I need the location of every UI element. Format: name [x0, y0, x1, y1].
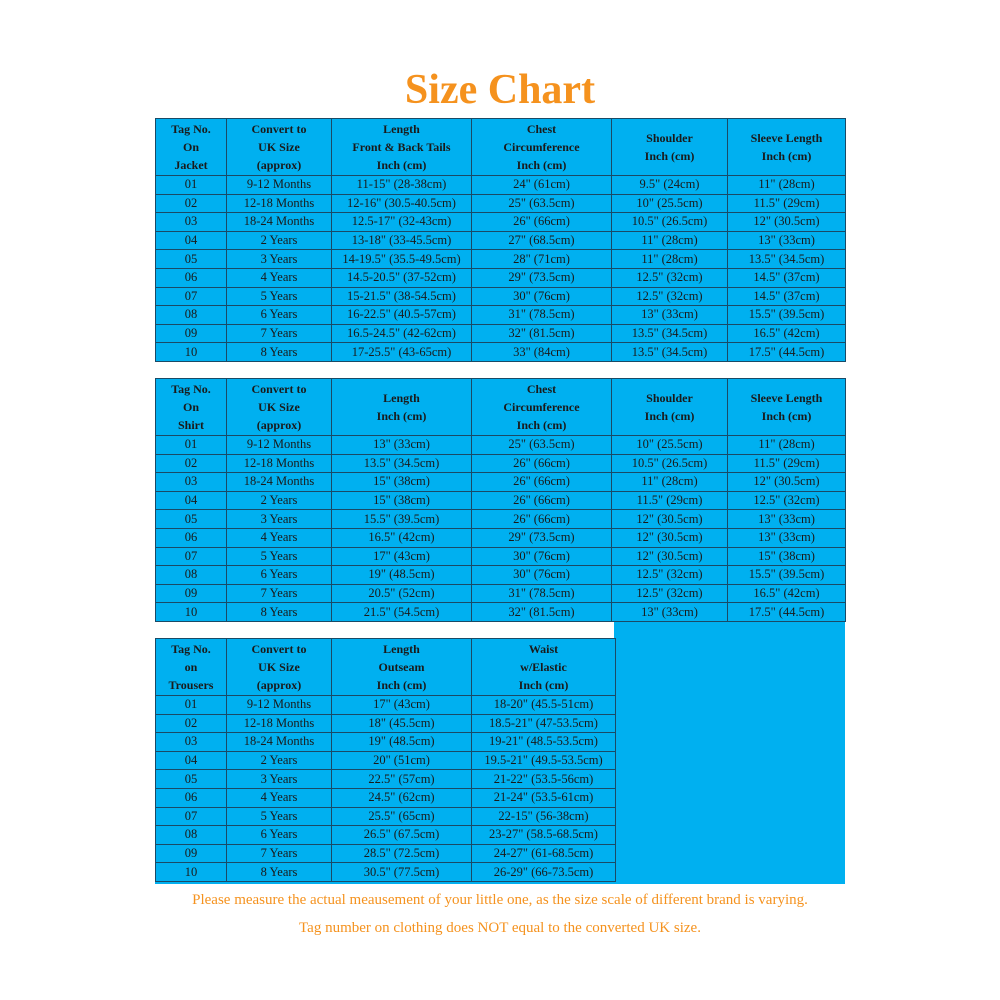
table-cell: 28.5" (72.5cm)	[332, 844, 472, 863]
table-cell: 6 Years	[227, 826, 332, 845]
table-cell: 28" (71cm)	[472, 250, 612, 269]
table-cell: 09	[156, 584, 227, 603]
table-cell: 07	[156, 287, 227, 306]
table-cell: 16.5-24.5" (42-62cm)	[332, 324, 472, 343]
table-cell: 19-21" (48.5-53.5cm)	[472, 733, 616, 752]
table-cell: 20" (51cm)	[332, 751, 472, 770]
table-cell: 05	[156, 250, 227, 269]
table-cell: 18-20" (45.5-51cm)	[472, 696, 616, 715]
table-row	[156, 306, 846, 325]
column-header-line: Length	[383, 122, 420, 136]
page-title: Size Chart	[404, 67, 596, 113]
column-header	[156, 119, 227, 176]
column-header	[472, 119, 612, 176]
table-cell: 14-19.5" (35.5-49.5cm)	[332, 250, 472, 269]
table-cell: 8 Years	[227, 343, 332, 362]
column-header	[227, 379, 332, 436]
column-header-line: Circumference	[503, 400, 580, 414]
column-header-line: Convert to	[251, 382, 307, 396]
table-row	[156, 436, 846, 455]
table-cell: 29" (73.5cm)	[472, 268, 612, 287]
table-cell: 15.5" (39.5cm)	[728, 566, 846, 585]
table-cell: 25" (63.5cm)	[472, 194, 612, 213]
column-header-line: Convert to	[251, 642, 307, 656]
table-cell: 9-12 Months	[227, 176, 332, 195]
column-header-line: Shirt	[177, 418, 204, 432]
table-cell: 04	[156, 751, 227, 770]
table-cell: 07	[156, 547, 227, 566]
trousers-size-block	[155, 638, 615, 884]
table-cell: 04	[156, 231, 227, 250]
table-cell: 22.5" (57cm)	[332, 770, 472, 789]
table-row	[156, 788, 616, 807]
table-cell: 33" (84cm)	[472, 343, 612, 362]
table-row	[156, 287, 846, 306]
table-row	[156, 528, 846, 547]
table-cell: 14.5" (37cm)	[728, 287, 846, 306]
table-cell: 12-16" (30.5-40.5cm)	[332, 194, 472, 213]
table-cell: 7 Years	[227, 584, 332, 603]
table-cell: 9-12 Months	[227, 436, 332, 455]
table-row	[156, 473, 846, 492]
column-header	[227, 639, 332, 696]
table-cell: 24" (61cm)	[472, 176, 612, 195]
table-cell: 14.5-20.5" (37-52cm)	[332, 268, 472, 287]
column-header	[332, 379, 472, 436]
table-cell: 10	[156, 343, 227, 362]
column-header	[472, 639, 616, 696]
column-header-line: Inch (cm)	[644, 149, 695, 163]
table-cell: 08	[156, 566, 227, 585]
table-row	[156, 213, 846, 232]
table-cell: 11" (28cm)	[728, 436, 846, 455]
table-row	[156, 733, 616, 752]
table-row	[156, 454, 846, 473]
table-row	[156, 566, 846, 585]
table-row	[156, 863, 616, 882]
table-cell: 26" (66cm)	[472, 473, 612, 492]
column-header-line: On	[182, 140, 199, 154]
table-row	[156, 343, 846, 362]
table-cell: 21-22" (53.5-56cm)	[472, 770, 616, 789]
column-header-line: UK Size	[258, 660, 300, 674]
table-row	[156, 268, 846, 287]
column-header-line: Trousers	[168, 678, 214, 692]
table-cell: 18.5-21" (47-53.5cm)	[472, 714, 616, 733]
table-cell: 02	[156, 714, 227, 733]
table-cell: 15" (38cm)	[332, 491, 472, 510]
table-cell: 16.5" (42cm)	[728, 324, 846, 343]
column-header-line: Outseam	[378, 660, 425, 674]
column-header-line: (approx)	[256, 158, 302, 172]
table-cell: 31" (78.5cm)	[472, 306, 612, 325]
table-cell: 11-15" (28-38cm)	[332, 176, 472, 195]
table-cell: 3 Years	[227, 510, 332, 529]
blue-filler-panel	[614, 622, 845, 884]
table-row	[156, 603, 846, 622]
table-cell: 11.5" (29cm)	[612, 491, 728, 510]
table-cell: 17-25.5" (43-65cm)	[332, 343, 472, 362]
table-cell: 14.5" (37cm)	[728, 268, 846, 287]
table-cell: 30" (76cm)	[472, 287, 612, 306]
column-header	[612, 119, 728, 176]
column-header-line: Tag No.	[171, 642, 211, 656]
column-header-line: Sleeve Length	[750, 131, 823, 145]
table-cell: 15" (38cm)	[728, 547, 846, 566]
table-row	[156, 826, 616, 845]
table-cell: 12" (30.5cm)	[728, 473, 846, 492]
table-cell: 13.5" (34.5cm)	[612, 343, 728, 362]
table-row	[156, 324, 846, 343]
table-cell: 12.5" (32cm)	[612, 566, 728, 585]
table-cell: 9-12 Months	[227, 696, 332, 715]
column-header-line: Convert to	[251, 122, 307, 136]
table-cell: 02	[156, 454, 227, 473]
table-cell: 18" (45.5cm)	[332, 714, 472, 733]
table-cell: 6 Years	[227, 566, 332, 585]
table-cell: 12.5" (32cm)	[612, 287, 728, 306]
column-header-line: Inch (cm)	[761, 409, 812, 423]
table-row	[156, 844, 616, 863]
table-cell: 11" (28cm)	[612, 473, 728, 492]
table-cell: 30.5" (77.5cm)	[332, 863, 472, 882]
column-header-line: Tag No.	[171, 122, 211, 136]
table-cell: 13" (33cm)	[728, 528, 846, 547]
table-cell: 2 Years	[227, 491, 332, 510]
column-header-line: (approx)	[256, 678, 302, 692]
column-header-line: Length	[383, 391, 420, 405]
table-cell: 13.5" (34.5cm)	[728, 250, 846, 269]
table-cell: 12.5" (32cm)	[612, 268, 728, 287]
table-row	[156, 696, 616, 715]
column-header	[612, 379, 728, 436]
table-cell: 8 Years	[227, 863, 332, 882]
column-header	[156, 639, 227, 696]
column-header-line: Inch (cm)	[518, 678, 569, 692]
table-cell: 01	[156, 176, 227, 195]
table-cell: 9.5" (24cm)	[612, 176, 728, 195]
table-cell: 19" (48.5cm)	[332, 733, 472, 752]
table-row	[156, 510, 846, 529]
table-cell: 16.5" (42cm)	[332, 528, 472, 547]
column-header	[472, 379, 612, 436]
column-header-line: UK Size	[258, 400, 300, 414]
column-header-line: Front & Back Tails	[352, 140, 451, 154]
column-header-line: Inch (cm)	[376, 158, 427, 172]
table-row	[156, 176, 846, 195]
table-cell: 26" (66cm)	[472, 510, 612, 529]
table-row	[156, 584, 846, 603]
table-cell: 27" (68.5cm)	[472, 231, 612, 250]
column-header-line: Inch (cm)	[376, 678, 427, 692]
table-header-row	[156, 379, 846, 436]
table-cell: 19.5-21" (49.5-53.5cm)	[472, 751, 616, 770]
column-header-line: Inch (cm)	[761, 149, 812, 163]
table-cell: 08	[156, 306, 227, 325]
table-cell: 5 Years	[227, 287, 332, 306]
table-cell: 26" (66cm)	[472, 213, 612, 232]
table-cell: 12.5" (32cm)	[612, 584, 728, 603]
table-cell: 32" (81.5cm)	[472, 324, 612, 343]
table-cell: 23-27" (58.5-68.5cm)	[472, 826, 616, 845]
table-cell: 12-18 Months	[227, 454, 332, 473]
table-cell: 18-24 Months	[227, 473, 332, 492]
column-header-line: Inch (cm)	[644, 409, 695, 423]
table-cell: 26" (66cm)	[472, 454, 612, 473]
table-cell: 10.5" (26.5cm)	[612, 454, 728, 473]
table-cell: 11" (28cm)	[612, 250, 728, 269]
table-cell: 17.5" (44.5cm)	[728, 343, 846, 362]
table-cell: 15.5" (39.5cm)	[728, 306, 846, 325]
table-cell: 17.5" (44.5cm)	[728, 603, 846, 622]
table-cell: 01	[156, 436, 227, 455]
table-row	[156, 714, 616, 733]
table-cell: 2 Years	[227, 231, 332, 250]
table-cell: 15" (38cm)	[332, 473, 472, 492]
table-cell: 06	[156, 788, 227, 807]
table-cell: 13.5" (34.5cm)	[612, 324, 728, 343]
table-row	[156, 194, 846, 213]
table-cell: 16.5" (42cm)	[728, 584, 846, 603]
table-row	[156, 231, 846, 250]
table-cell: 11" (28cm)	[728, 176, 846, 195]
jacket-size-block	[155, 118, 845, 362]
table-cell: 08	[156, 826, 227, 845]
table-header-row	[156, 639, 616, 696]
table-row	[156, 547, 846, 566]
table-cell: 3 Years	[227, 250, 332, 269]
table-cell: 5 Years	[227, 547, 332, 566]
column-header-line: (approx)	[256, 418, 302, 432]
table-cell: 29" (73.5cm)	[472, 528, 612, 547]
table-cell: 24.5" (62cm)	[332, 788, 472, 807]
shirt-size-block	[155, 378, 845, 622]
table-cell: 24-27" (61-68.5cm)	[472, 844, 616, 863]
table-row	[156, 770, 616, 789]
table-cell: 02	[156, 194, 227, 213]
table-cell: 25.5" (65cm)	[332, 807, 472, 826]
trousers-size-table	[155, 638, 616, 882]
table-cell: 30" (76cm)	[472, 566, 612, 585]
table-cell: 11" (28cm)	[612, 231, 728, 250]
table-cell: 11.5" (29cm)	[728, 194, 846, 213]
table-cell: 26-29" (66-73.5cm)	[472, 863, 616, 882]
column-header	[728, 119, 846, 176]
column-header	[332, 119, 472, 176]
table-cell: 03	[156, 473, 227, 492]
table-cell: 7 Years	[227, 844, 332, 863]
column-header-line: On	[182, 400, 199, 414]
table-cell: 10" (25.5cm)	[612, 436, 728, 455]
table-cell: 4 Years	[227, 528, 332, 547]
table-row	[156, 751, 616, 770]
table-cell: 10.5" (26.5cm)	[612, 213, 728, 232]
table-cell: 4 Years	[227, 268, 332, 287]
table-cell: 12" (30.5cm)	[612, 510, 728, 529]
table-row	[156, 491, 846, 510]
column-header-line: Jacket	[174, 158, 208, 172]
table-cell: 07	[156, 807, 227, 826]
table-cell: 12-18 Months	[227, 714, 332, 733]
column-header-line: Circumference	[503, 140, 580, 154]
table-cell: 12" (30.5cm)	[612, 528, 728, 547]
column-header-line: Shoulder	[646, 131, 693, 145]
table-cell: 01	[156, 696, 227, 715]
table-cell: 05	[156, 770, 227, 789]
column-header-line: w/Elastic	[520, 660, 567, 674]
table-cell: 12" (30.5cm)	[612, 547, 728, 566]
table-cell: 03	[156, 733, 227, 752]
table-cell: 12.5-17" (32-43cm)	[332, 213, 472, 232]
table-cell: 5 Years	[227, 807, 332, 826]
column-header-line: Waist	[528, 642, 559, 656]
table-cell: 05	[156, 510, 227, 529]
table-cell: 6 Years	[227, 306, 332, 325]
column-header	[227, 119, 332, 176]
table-cell: 31" (78.5cm)	[472, 584, 612, 603]
column-header-line: Shoulder	[646, 391, 693, 405]
column-header-line: Sleeve Length	[750, 391, 823, 405]
table-cell: 09	[156, 324, 227, 343]
table-cell: 18-24 Months	[227, 733, 332, 752]
table-cell: 12.5" (32cm)	[728, 491, 846, 510]
shirt-size-table	[155, 378, 846, 622]
table-cell: 21-24" (53.5-61cm)	[472, 788, 616, 807]
table-cell: 13" (33cm)	[728, 231, 846, 250]
table-cell: 2 Years	[227, 751, 332, 770]
table-cell: 20.5" (52cm)	[332, 584, 472, 603]
table-cell: 4 Years	[227, 788, 332, 807]
table-cell: 25" (63.5cm)	[472, 436, 612, 455]
tag-number-note: Tag number on clothing does NOT equal to the converted UK size.	[299, 920, 701, 936]
table-cell: 10	[156, 603, 227, 622]
table-cell: 10	[156, 863, 227, 882]
table-cell: 15.5" (39.5cm)	[332, 510, 472, 529]
table-cell: 32" (81.5cm)	[472, 603, 612, 622]
table-cell: 21.5" (54.5cm)	[332, 603, 472, 622]
table-cell: 03	[156, 213, 227, 232]
table-cell: 09	[156, 844, 227, 863]
column-header	[728, 379, 846, 436]
table-row	[156, 807, 616, 826]
table-cell: 11.5" (29cm)	[728, 454, 846, 473]
table-cell: 18-24 Months	[227, 213, 332, 232]
table-cell: 7 Years	[227, 324, 332, 343]
table-cell: 06	[156, 268, 227, 287]
table-cell: 15-21.5" (38-54.5cm)	[332, 287, 472, 306]
column-header-line: UK Size	[258, 140, 300, 154]
table-cell: 17" (43cm)	[332, 696, 472, 715]
table-cell: 06	[156, 528, 227, 547]
table-cell: 13" (33cm)	[728, 510, 846, 529]
column-header-line: Inch (cm)	[516, 158, 567, 172]
jacket-size-table	[155, 118, 846, 362]
table-cell: 13-18" (33-45.5cm)	[332, 231, 472, 250]
table-cell: 30" (76cm)	[472, 547, 612, 566]
table-cell: 19" (48.5cm)	[332, 566, 472, 585]
table-cell: 26.5" (67.5cm)	[332, 826, 472, 845]
table-cell: 8 Years	[227, 603, 332, 622]
table-cell: 13" (33cm)	[332, 436, 472, 455]
table-cell: 13" (33cm)	[612, 603, 728, 622]
column-header-line: Length	[383, 642, 420, 656]
table-cell: 13.5" (34.5cm)	[332, 454, 472, 473]
table-header-row	[156, 119, 846, 176]
table-row	[156, 250, 846, 269]
column-header-line: on	[184, 660, 198, 674]
table-cell: 04	[156, 491, 227, 510]
column-header-line: Chest	[526, 382, 557, 396]
column-header-line: Inch (cm)	[516, 418, 567, 432]
table-cell: 22-15" (56-38cm)	[472, 807, 616, 826]
table-cell: 3 Years	[227, 770, 332, 789]
column-header-line: Chest	[526, 122, 557, 136]
table-cell: 12-18 Months	[227, 194, 332, 213]
table-cell: 17" (43cm)	[332, 547, 472, 566]
table-cell: 10" (25.5cm)	[612, 194, 728, 213]
column-header-line: Tag No.	[171, 382, 211, 396]
table-cell: 16-22.5" (40.5-57cm)	[332, 306, 472, 325]
column-header-line: Inch (cm)	[376, 409, 427, 423]
table-cell: 13" (33cm)	[612, 306, 728, 325]
table-cell: 26" (66cm)	[472, 491, 612, 510]
table-cell: 12" (30.5cm)	[728, 213, 846, 232]
measure-note: Please measure the actual meausement of your little one, as the size scale of different brand is varying.	[192, 892, 808, 908]
column-header	[332, 639, 472, 696]
column-header	[156, 379, 227, 436]
